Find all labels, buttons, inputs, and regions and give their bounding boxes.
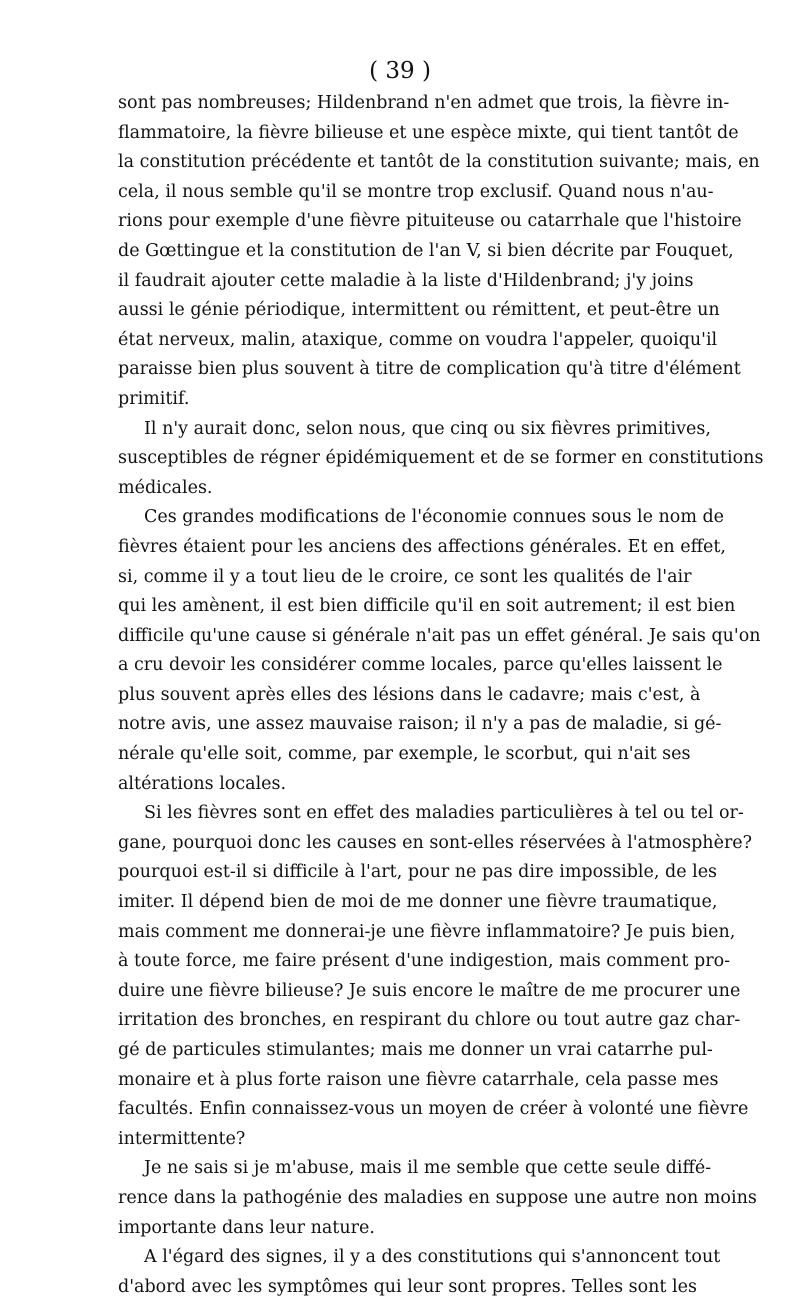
text-line: A l'égard des signes, il y a des constitutions qui s'annoncent tout xyxy=(144,1247,721,1268)
text-line: facultés. Enfin connaissez-vous un moyen de créer à volonté une fièvre xyxy=(118,1099,749,1120)
text-line: état nerveux, malin, ataxique, comme on voudra l'appeler, quoiqu'il xyxy=(118,329,718,350)
text-line: pourquoi est-il si difficile à l'art, pour ne pas dire impossible, de les xyxy=(118,862,718,883)
text-line: irritation des bronches, en respirant du chlore ou tout autre gaz char- xyxy=(118,1010,741,1031)
text-line: a cru devoir les considérer comme locales, parce qu'elles laissent le xyxy=(118,655,723,676)
text-line: fièvres étaient pour les anciens des affections générales. Et en effet, xyxy=(118,536,726,557)
paragraph xyxy=(118,1154,757,1243)
body-text xyxy=(118,89,764,1302)
text-line: de Gœttingue et la constitution de l'an V, si bien décrite par Fouquet, xyxy=(118,240,734,261)
text-line: paraisse bien plus souvent à titre de complication qu'à titre d'élément xyxy=(118,359,741,380)
text-line: plus souvent après elles des lésions dans le cadavre; mais c'est, à xyxy=(118,684,701,705)
text-line: médicales. xyxy=(118,477,213,498)
paragraph xyxy=(118,415,764,504)
text-line: gane, pourquoi donc les causes en sont-elles réservées à l'atmosphère? xyxy=(118,832,753,853)
text-line: nérale qu'elle soit, comme, par exemple, le scorbut, qui n'ait ses xyxy=(118,744,691,765)
text-line: Il n'y aurait donc, selon nous, que cinq ou six fièvres primitives, xyxy=(144,418,711,439)
text-line: Je ne sais si je m'abuse, mais il me semble que cette seule diffé- xyxy=(144,1158,712,1179)
paragraph xyxy=(118,799,753,1154)
paragraph xyxy=(118,1243,721,1302)
text-line: flammatoire, la fièvre bilieuse et une espèce mixte, qui tient tantôt de xyxy=(118,122,739,143)
text-line: d'abord avec les symptômes qui leur sont propres. Telles sont les xyxy=(118,1276,697,1297)
text-line: Si les fièvres sont en effet des maladies particulières à tel ou tel or- xyxy=(144,803,744,824)
text-line: imiter. Il dépend bien de moi de me donner une fièvre traumatique, xyxy=(118,892,718,913)
text-line: monaire et à plus forte raison une fièvre catarrhale, cela passe mes xyxy=(118,1069,719,1090)
text-line: difficile qu'une cause si générale n'ait pas un effet général. Je sais qu'on xyxy=(118,625,761,646)
text-line: intermittente? xyxy=(118,1128,246,1149)
text-line: notre avis, une assez mauvaise raison; il n'y a pas de maladie, si gé- xyxy=(118,714,722,735)
text-line: duire une fièvre bilieuse? Je suis encore le maître de me procurer une xyxy=(118,980,741,1001)
text-line: altérations locales. xyxy=(118,773,287,794)
text-line: qui les amènent, il est bien difficile qu'il en soit autrement; il est bien xyxy=(118,596,736,617)
text-line: importante dans leur nature. xyxy=(118,1217,375,1238)
paragraph xyxy=(118,503,761,799)
text-line: rence dans la pathogénie des maladies en suppose une autre non moins xyxy=(118,1187,757,1208)
text-line: sont pas nombreuses; Hildenbrand n'en admet que trois, la fièvre in- xyxy=(118,93,730,113)
text-line: susceptibles de régner épidémiquement et de se former en constitutions xyxy=(118,448,764,469)
text-line: la constitution précédente et tantôt de la constitution suivante; mais, en xyxy=(118,152,760,173)
text-line: mais comment me donnerai-je une fièvre inflammatoire? Je puis bien, xyxy=(118,921,736,942)
text-line: à toute force, me faire présent d'une indigestion, mais comment pro- xyxy=(118,951,731,972)
text-line: rions pour exemple d'une fièvre pituiteuse ou catarrhale que l'histoire xyxy=(118,211,742,232)
text-line: si, comme il y a tout lieu de le croire, ce sont les qualités de l'air xyxy=(118,566,692,587)
text-line: aussi le génie périodique, intermittent ou rémittent, et peut-être un xyxy=(118,300,720,321)
text-line: cela, il nous semble qu'il se montre trop exclusif. Quand nous n'au- xyxy=(118,181,714,202)
text-line: Ces grandes modifications de l'économie connues sous le nom de xyxy=(144,507,725,528)
page-number: ( 39 ) xyxy=(369,58,431,84)
text-line: gé de particules stimulantes; mais me donner un vrai catarrhe pul- xyxy=(118,1040,713,1060)
text-line: primitif. xyxy=(118,388,190,409)
text-line: il faudrait ajouter cette maladie à la liste d'Hildenbrand; j'y joins xyxy=(118,270,694,291)
paragraph xyxy=(118,89,760,415)
